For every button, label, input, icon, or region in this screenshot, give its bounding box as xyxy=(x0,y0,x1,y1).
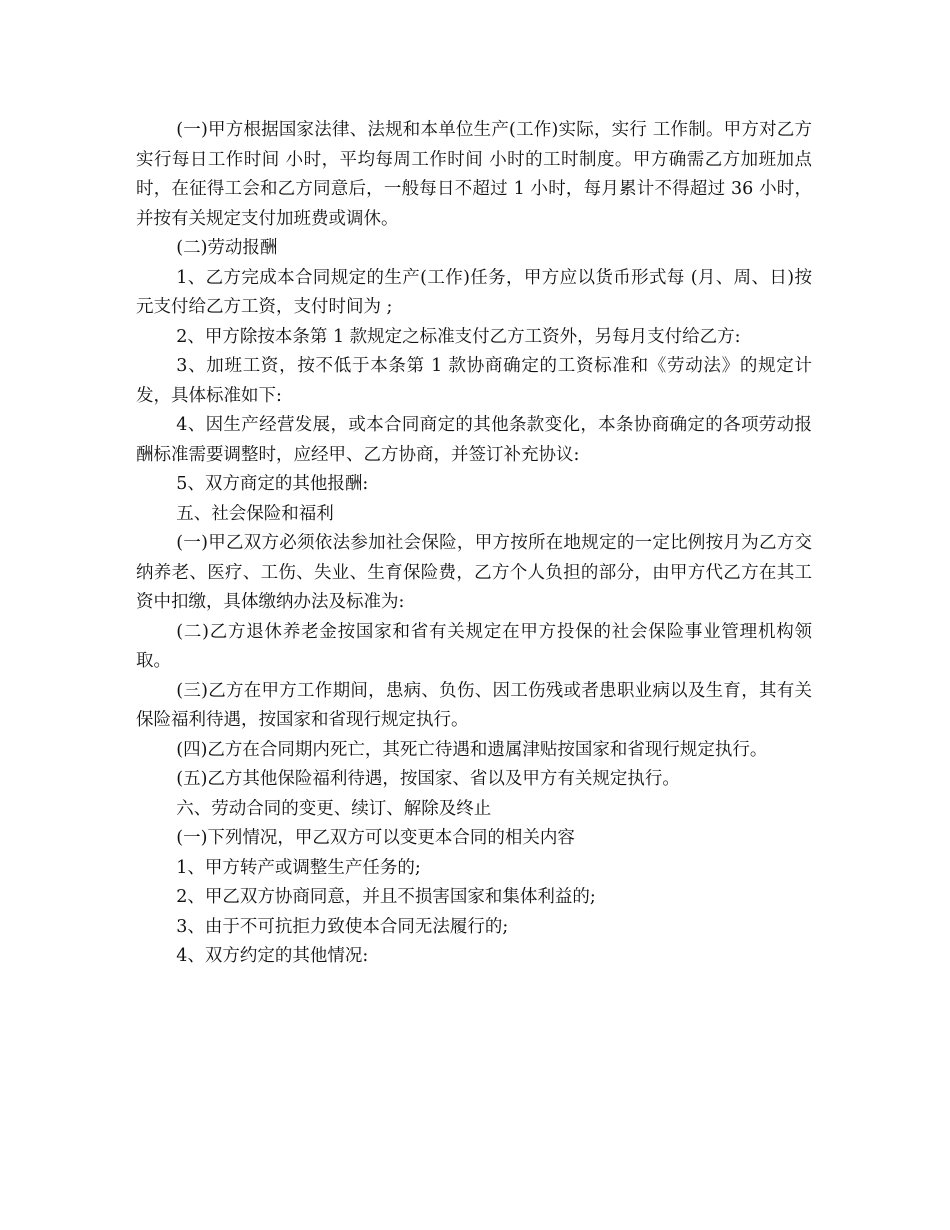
paragraph-working-hours: (一)甲方根据国家法律、法规和本单位生产(工作)实际，实行 工作制。甲方对乙方实行每日工作时间 小时，平均每周工作时间 小时的工时制度。甲方确需乙方加班加点时，在征得工会和乙方同意后，一般每日不超过 1 小时，每月累计不得超过 36 小时，并按有关规定支付加班费或调休。 xyxy=(136,120,812,229)
paragraph-extra-payment: 2、甲方除按本条第 1 款规定之标准支付乙方工资外，另每月支付给乙方: xyxy=(176,326,741,347)
list-item-conversion: 1、甲方转产或调整生产任务的; xyxy=(176,857,421,878)
paragraph-remuneration-adjustment: 4、因生产经营发展，或本合同商定的其他条款变化，本条协商确定的各项劳动报酬标准需要调整时，应经甲、乙方协商，并签订补充协议: xyxy=(136,415,812,465)
paragraph-other-remuneration: 5、双方商定的其他报酬: xyxy=(176,474,369,494)
paragraph-overtime-wage: 3、加班工资，按不低于本条第 1 款协商确定的工资标准和《劳动法》的规定计发，具体标准如下: xyxy=(136,356,812,406)
paragraph-change-conditions: (一)下列情况，甲乙双方可以变更本合同的相关内容 xyxy=(176,828,575,848)
heading-labor-remuneration: (二)劳动报酬 xyxy=(176,238,278,258)
paragraph-pension: (二)乙方退休养老金按国家和省有关规定在甲方投保的社会保险事业管理机构领取。 xyxy=(136,621,812,671)
paragraph-wage-payment: 1、乙方完成本合同规定的生产(工作)任务，甲方应以货币形式每 (月、周、日)按 元支付给乙方工资，支付时间为 ; xyxy=(136,267,812,317)
list-item-mutual-agreement: 2、甲乙双方协商同意，并且不损害国家和集体利益的; xyxy=(176,887,596,907)
heading-social-insurance: 五、社会保险和福利 xyxy=(176,503,334,524)
paragraph-death-benefits: (四)乙方在合同期内死亡，其死亡待遇和遗属津贴按国家和省现行规定执行。 xyxy=(176,739,768,760)
paragraph-other-benefits: (五)乙方其他保险福利待遇，按国家、省以及甲方有关规定执行。 xyxy=(176,769,680,789)
list-item-other-conditions: 4、双方约定的其他情况: xyxy=(176,946,369,966)
document-body xyxy=(136,116,812,972)
list-item-force-majeure: 3、由于不可抗拒力致使本合同无法履行的; xyxy=(176,916,509,937)
heading-contract-changes: 六、劳动合同的变更、续订、解除及终止 xyxy=(176,798,492,819)
paragraph-insurance-contribution: (一)甲乙双方必须依法参加社会保险，甲方按所在地规定的一定比例按月为乙方交纳养老、医疗、工伤、失业、生育保险费，乙方个人负担的部分，由甲方代乙方在其工资中扣缴，具体缴纳办法及标准为: xyxy=(136,533,812,612)
paragraph-illness-injury: (三)乙方在甲方工作期间，患病、负伤、因工伤残或者患职业病以及生育，其有关保险福利待遇，按国家和省现行规定执行。 xyxy=(136,680,812,730)
